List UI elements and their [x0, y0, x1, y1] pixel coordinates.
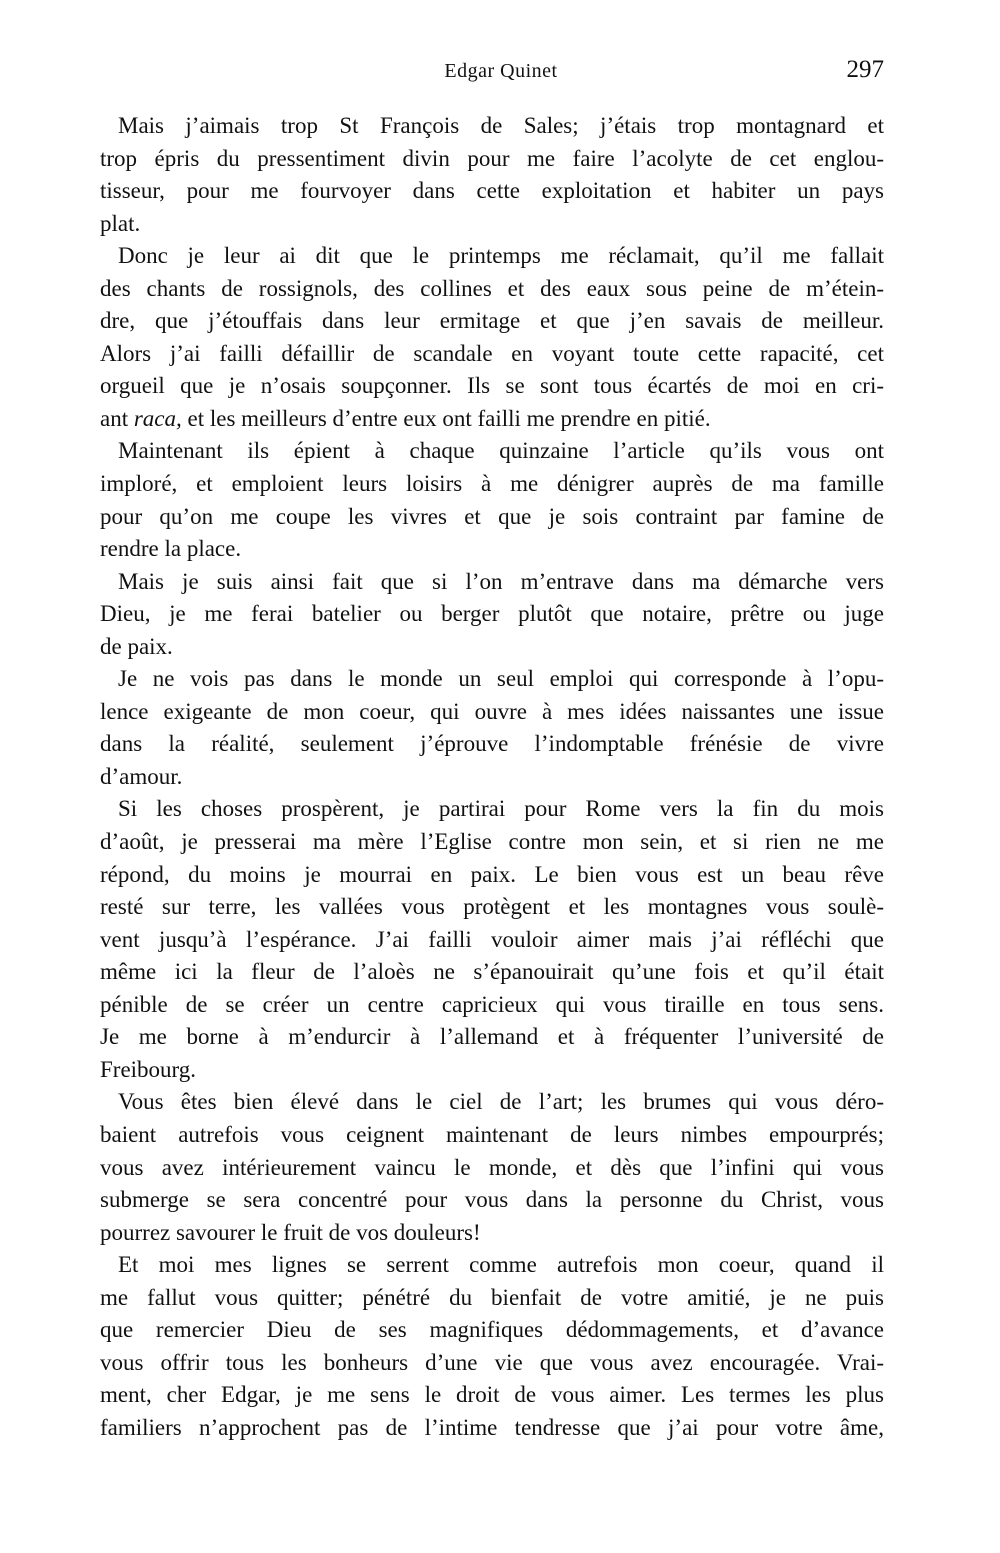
text-line: répond, du moins je mourrai en paix. Le bien vous est un beau rêve: [100, 861, 884, 887]
text-line: vous offrir tous les bonheurs d’une vie que vous avez encouragée. Vrai-: [100, 1349, 884, 1375]
text-line: submerge se sera concentré pour vous dans la personne du Christ, vous: [100, 1187, 884, 1213]
text-line: trop épris du pressentiment divin pour me faire l’acolyte de cet englou-: [100, 145, 884, 171]
text-line: vous avez intérieurement vaincu le monde, et dès que l’infini qui vous: [100, 1154, 884, 1180]
text-line: Dieu, je me ferai batelier ou berger plutôt que notaire, prêtre ou juge: [100, 601, 884, 627]
text-line: des chants de rossignols, des collines et des eaux sous peine de m’étein-: [100, 275, 884, 301]
paragraph-first-line: Donc je leur ai dit que le printemps me réclamait, qu’il me fallait: [118, 243, 884, 269]
paragraph-first-line: Et moi mes lignes se serrent comme autrefois mon coeur, quand il: [118, 1252, 884, 1278]
paragraph-first-line: Mais je suis ainsi fait que si l’on m’entrave dans ma démarche vers: [118, 568, 884, 594]
text-line: dre, que j’étouffais dans leur ermitage et que j’en savais de meilleur.: [100, 308, 884, 334]
page-number: 297: [846, 56, 884, 83]
text-line: pour qu’on me coupe les vivres et que je sois contraint par famine de: [100, 503, 884, 529]
text-line: rendre la place.: [100, 536, 242, 562]
text-line: orgueil que je n’osais soupçonner. Ils se sont tous écartés de moi en cri-: [100, 373, 884, 399]
text-line: familiers n’approchent pas de l’intime tendresse que j’ai pour votre âme,: [100, 1414, 884, 1440]
text-line: pourrez savourer le fruit de vos douleurs!: [100, 1219, 481, 1245]
text-line: imploré, et emploient leurs loisirs à me dénigrer auprès de ma famille: [100, 471, 884, 497]
letter-text: [100, 110, 884, 1444]
text-line: dans la réalité, seulement j’éprouve l’indomptable frénésie de vivre: [100, 731, 884, 757]
text-line: ment, cher Edgar, je me sens le droit de vous aimer. Les termes les plus: [100, 1382, 884, 1408]
running-title: Edgar Quinet: [444, 60, 558, 82]
text-line: Freibourg.: [100, 1056, 197, 1082]
text-line: Alors j’ai failli défaillir de scandale en voyant toute cette rapacité, cet: [100, 340, 884, 366]
running-head: [118, 54, 884, 94]
text-line: pénible de se créer un centre capricieux qui vous tiraille en tous sens.: [100, 991, 884, 1017]
paragraph-first-line: Si les choses prospèrent, je partirai pour Rome vers la fin du mois: [118, 796, 884, 822]
text-line: baient autrefois vous ceignent maintenant de leurs nimbes empourprés;: [100, 1121, 884, 1147]
text-line: d’amour.: [100, 763, 183, 789]
text-line: me fallut vous quitter; pénétré du bienfait de votre amitié, je ne puis: [100, 1284, 884, 1310]
text-line: d’août, je presserai ma mère l’Eglise contre mon sein, et si rien ne me: [100, 829, 884, 855]
text-line: vent jusqu’à l’espérance. J’ai failli vouloir aimer mais j’ai réfléchi que: [100, 926, 884, 952]
book-page: [100, 54, 884, 1444]
text-line: tisseur, pour me fourvoyer dans cette exploitation et habiter un pays: [100, 178, 884, 204]
paragraph-first-line: Mais j’aimais trop St François de Sales; j’étais trop montagnard et: [118, 113, 884, 138]
text-line: que remercier Dieu de ses magnifiques dédommagements, et d’avance: [100, 1317, 884, 1343]
paragraph-first-line: Je ne vois pas dans le monde un seul emploi qui corresponde à l’opu-: [118, 666, 884, 692]
text-line: resté sur terre, les vallées vous protègent et les montagnes vous soulè-: [100, 894, 884, 920]
text-line: de paix.: [100, 633, 173, 659]
paragraph-first-line: Vous êtes bien élevé dans le ciel de l’art; les brumes qui vous déro-: [118, 1089, 884, 1115]
italic-word: raca,: [133, 405, 182, 431]
text-line: Je me borne à m’endurcir à l’allemand et à fréquenter l’université de: [100, 1024, 884, 1050]
text-line: lence exigeante de mon coeur, qui ouvre à mes idées naissantes une issue: [100, 698, 884, 724]
text-line: plat.: [100, 210, 141, 236]
paragraph-first-line: Maintenant ils épient à chaque quinzaine l’article qu’ils vous ont: [118, 438, 884, 464]
text-line: ant raca, et les meilleurs d’entre eux ont failli me prendre en pitié.: [100, 405, 711, 431]
text-line: même ici la fleur de l’aloès ne s’épanouirait qu’une fois et qu’il était: [100, 959, 884, 985]
